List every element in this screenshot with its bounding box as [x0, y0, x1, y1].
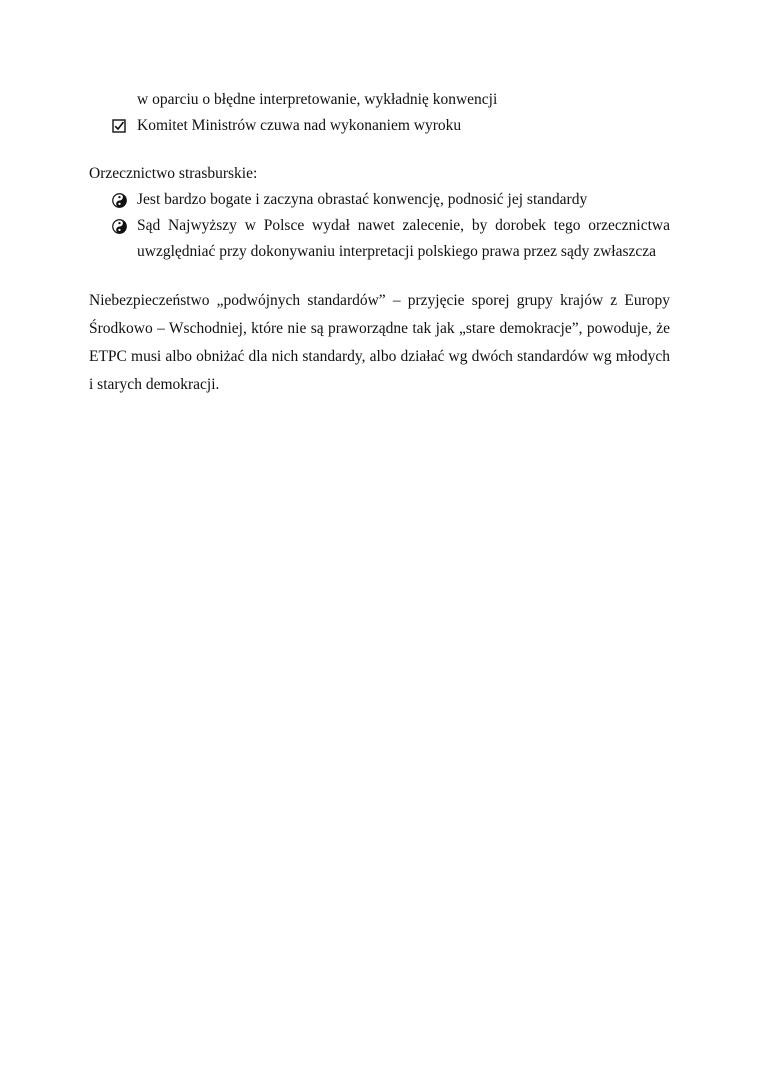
continuation-line: w oparciu o błędne interpretowanie, wykładnię konwencji — [137, 91, 498, 108]
document-body — [89, 87, 670, 399]
check-list-item-text: Komitet Ministrów czuwa nad wykonaniem wyroku — [137, 117, 462, 134]
check-list-item — [89, 113, 670, 139]
checkbox-checked-icon — [111, 113, 127, 139]
spacer — [89, 265, 670, 287]
yin-list-item-text: Jest bardzo bogate i zaczyna obrastać konwencję, podnosić jej standardy — [137, 191, 588, 208]
yin-yang-icon — [111, 213, 127, 239]
section-heading: Orzecznictwo strasburskie: — [89, 165, 258, 182]
yin-yang-icon — [111, 187, 127, 213]
yin-list-item — [89, 187, 670, 213]
spacer — [89, 139, 670, 161]
yin-list-item — [89, 213, 670, 265]
yin-list-item-text: Sąd Najwyższy w Polsce wydał nawet zalecenie, by dorobek tego orzecznictwa uwzględniać przy dokonywaniu interpretacji polskiego prawa przez sądy zwłaszcza — [137, 217, 670, 260]
body-paragraph: Niebezpieczeństwo „podwójnych standardów” – przyjęcie sporej grupy krajów z Europy Środkowo – Wschodniej, które nie są praworządne tak jak „stare demokracje”, powoduje, że ETPC musi albo obniżać dla nich standardy, albo działać wg dwóch standardów wg młodych i starych demokracji. — [89, 292, 670, 393]
